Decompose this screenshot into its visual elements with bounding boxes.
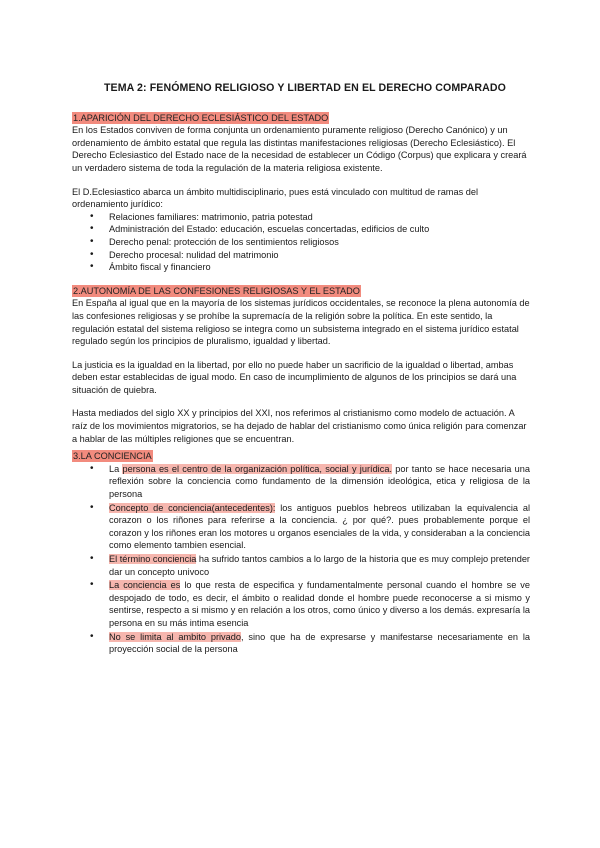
list-item: • Ámbito fiscal y financiero [109, 261, 530, 274]
list-item: • Concepto de conciencia(antecedentes): los antiguos pueblos hebreos utilizaban la equivalencia al corazon o los riñones para referirse a la conciencia. ¿ por qué?. pues probablemente porque el corazon y los riñones eran los motores u organos esenciales de la vida, y consideraban a la conciencia como elemento tambien esencial. [109, 502, 530, 552]
document-title: TEMA 2: FENÓMENO RELIGIOSO Y LIBERTAD EN EL DERECHO COMPARADO [103, 82, 507, 94]
paragraph: El D.Eclesiastico abarca un ámbito multidisciplinario, pues está vinculado con multitud de ramas del ordenamiento jurídico: [72, 186, 478, 210]
section-aparicion [72, 112, 530, 274]
section-heading: 1.APARICIÓN DEL DERECHO ECLESIÁSTICO DEL ESTADO [73, 112, 329, 123]
section-conciencia [72, 450, 530, 656]
paragraph: La justicia es la igualdad en la libertad, por ello no puede haber un sacrificio de la igualdad o libertad, ambas deben estar establecidas de igual modo. En caso de incumplimiento de algunos de los principios se dará una situación de quiebra. [72, 359, 517, 395]
highlighted-text: Concepto de conciencia(antecedentes): [109, 502, 276, 513]
section-heading: 3.LA CONCIENCIA [73, 451, 152, 462]
highlighted-text: El término conciencia [109, 554, 197, 564]
highlighted-text: La conciencia es [109, 580, 181, 591]
section-autonomia [72, 285, 530, 446]
list-item: • El término conciencia ha sufrido tantos cambios a lo largo de la historia que es muy complejo pretender dar un concepto univoco [109, 553, 530, 578]
list-item: • Relaciones familiares: matrimonio, patria potestad [109, 211, 530, 224]
list-item: • Derecho penal: protección de los sentimientos religiosos [109, 236, 530, 249]
list-item: • La conciencia es lo que resta de especifica y fundamentalmente personal cuando el hombre se ve despojado de todo, es decir, el ámbito o realidad donde el hombre puede reconocerse a si mismo y sentirse, respecto a si mismo y en relación a los otros, como único y diverso a los demás. expresaría la persona en su más intima esencia [109, 579, 530, 629]
bullet-list [72, 463, 530, 656]
highlighted-text: No se limita al ambito privado [109, 631, 241, 642]
list-item: • No se limita al ambito privado, sino que ha de expresarse y manifestarse necesariamente en la proyección social de la persona [109, 631, 530, 656]
paragraph: Hasta mediados del siglo XX y principios del XXI, nos referimos al cristianismo como modelo de actuación. A raíz de los movimientos migratorios, se ha dejado de hablar del cristianismo como única religión para comenzar a hablar de las múltiples religiones que se encuentran. [72, 408, 527, 444]
bullet-list [72, 211, 530, 274]
paragraph: En los Estados conviven de forma conjunta un ordenamiento puramente religioso (Derecho Canónico) y un ordenamiento de ámbito estatal que regula las distintas manifestaciones religiosas (Derecho Eclesiástico). El Derecho Eclesiastico del Estado nace de la necesidad de establecer un Código (Corpus) que explicara y creará un verdadero sistema de toda la regulación de la materia religiosa existente. [72, 125, 527, 173]
list-item: • Derecho procesal: nulidad del matrimonio [109, 249, 530, 262]
paragraph: En España al igual que en la mayoría de los sistemas jurídicos occidentales, se reconoce la plena autonomía de las confesiones religiosas y se prohíbe la supremacía de la religión sobre la política. En este sentido, la regulación estatal del sistema religioso se integra como un subsistema integrado en el sistema jurídico estatal regulado según los principios de pluralismo, igualdad y libertad. [72, 298, 530, 347]
section-heading: 2.AUTONOMÍA DE LAS CONFESIONES RELIGIOSAS Y EL ESTADO [73, 285, 360, 296]
list-item: • La persona es el centro de la organización política, social y jurídica. por tanto se hace necesaria una reflexión sobre la conciencia como fundamento de la dimensión ideológica, etica y religiosa de la persona [109, 463, 530, 501]
list-item: • Administración del Estado: educación, escuelas concertadas, edificios de culto [109, 223, 530, 236]
highlighted-text: persona es el centro de la organización política, social y jurídica. [122, 463, 392, 474]
